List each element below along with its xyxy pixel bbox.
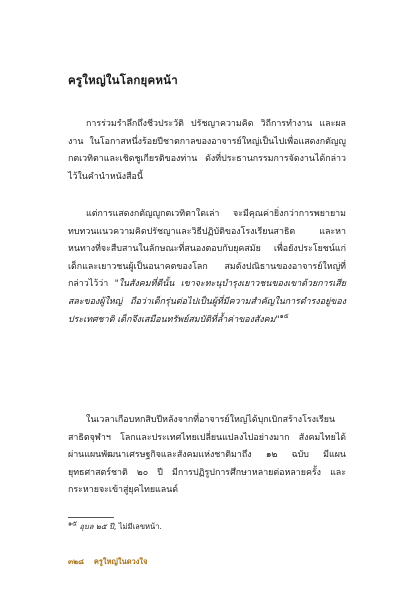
footnote-suffix: , ไม่มีเลขหน้า.	[113, 522, 162, 531]
paragraph-2-quote: "ในสังคมที่ดีนั้น เขาจะทะนุบำรุงเยาวชนของเขาด้วยการเสียสละของผู้ใหญ่ ถือว่าเด็กรุ่นต่อไปเป็นผู้ที่มีความสำคัญในการดำรงอยู่ของประเทศชาติ เด็กจึงเสมือนทรัพย์สมบัติที่ล้ำค่าของสังคม"	[68, 279, 347, 325]
section-heading: ครูใหญ่ในโลกยุคหน้า	[68, 73, 178, 87]
paragraph-1: การร่วมรำลึกถึงชีวประวัติ ปรัชญาความคิด วิถีการทำงาน และผลงาน ในโอกาสหนึ่งร้อยปีชาตกาลของอาจารย์ใหญ่เป็นไปเพื่อแสดงกตัญญูกตเวทิตาและเชิดชูเกียรติของท่าน ดังที่ประธานกรรมการจัดงานได้กล่าวไว้ในคำนำหนังสือนี้	[68, 119, 346, 182]
paragraph-3: ในเวลาเกือบหกสิบปีหลังจากที่อาจารย์ใหญ่ได้บุกเบิกสร้างโรงเรียนสาธิตจุฬาฯ โลกและประเทศไทยเปลี่ยนแปลงไปอย่างมาก สังคมไทยได้ผ่านแผนพัฒนาเศรษฐกิจและสังคมแห่งชาติมาถึง ๑๒ ฉบับ มีแผนยุทธศาสตร์ชาติ ๒๐ ปี มีการปฏิรูปการศึกษาหลายต่อหลายครั้ง และกระหายจะเข้าสู่ยุคไทยแลนด์	[68, 415, 346, 496]
page-number: ๓๒๘	[68, 557, 84, 566]
footnote-reference[interactable]: ๑๕	[279, 311, 289, 320]
running-title: ครูใหญ่ในดวงใจ	[93, 557, 148, 566]
footnote-divider	[68, 517, 114, 518]
footnote-mark: ๑๕	[68, 519, 78, 528]
paragraph-2-text: แต่การแสดงกตัญญูกตเวทิตาใดเล่า จะมีคุณค่ายิ่งกว่าการพยายามทบทวนแนวความคิดปรัชญาและวิธีปฏิบัติของโรงเรียนสาธิต และหาหนทางที่จะสืบสานในลักษณะที่สนองตอบกับยุคสมัย เพื่อยังประโยชน์แก่เด็กและเยาวชนผู้เป็นอนาคตของโลก สมดังปณิธานของอาจารย์ใหญ่ที่กล่าวไว้ว่า	[68, 209, 346, 290]
page-footer	[68, 556, 148, 568]
paragraph-2	[68, 206, 346, 329]
footnote	[68, 521, 346, 533]
footnote-source: อุบล ๒๕ ปี	[79, 522, 114, 531]
